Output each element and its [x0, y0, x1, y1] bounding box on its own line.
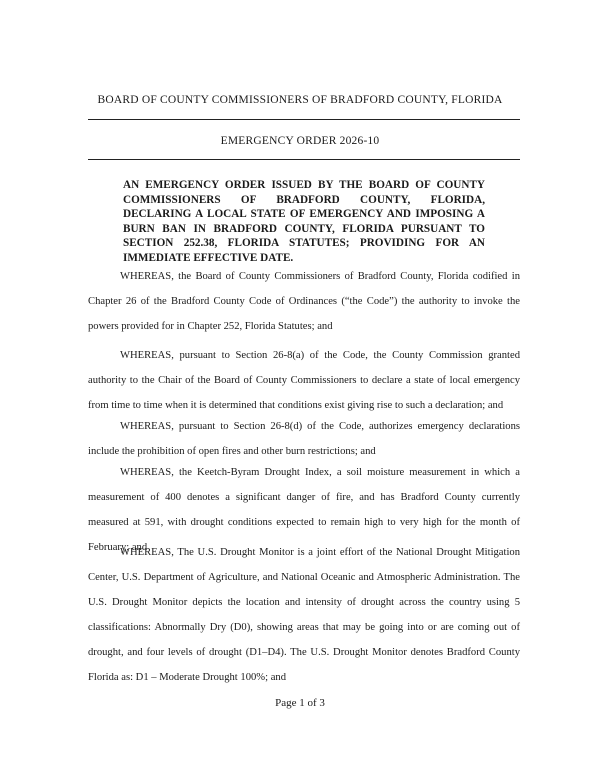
- page-number: Page 1 of 3: [275, 697, 325, 709]
- header-title: BOARD OF COUNTY COMMISSIONERS OF BRADFORD COUNTY, FLORIDA: [97, 94, 503, 106]
- top-divider: [88, 119, 520, 120]
- whereas-paragraph-1: WHEREAS, the Board of County Commissioners of Bradford County, Florida codified in Chapter 26 of the Bradford County Code of Ordinances (“the Code”) the authority to invoke the powers provided for in Chapter 252, Florida Statutes; and: [88, 271, 520, 332]
- whereas-paragraph-4: WHEREAS, the Keetch-Byram Drought Index, a soil moisture measurement in which a measurement of 400 denotes a significant danger of fire, and has Bradford County currently measured at 591, with drought conditions expected to remain high to very high for the month of February; and: [88, 467, 520, 553]
- order-heading: AN EMERGENCY ORDER ISSUED BY THE BOARD OF COUNTY COMMISSIONERS OF BRADFORD COUNTY, FLORIDA, DECLARING A LOCAL STATE OF EMERGENCY AND IMPOSING A BURN BAN IN BRADFORD COUNTY, FLORIDA PURSUANT TO SECTION 252.38, FLORIDA STATUTES; PROVIDING FOR AN IMMEDIATE EFFECTIVE DATE.: [123, 179, 485, 264]
- bottom-divider: [88, 159, 520, 160]
- whereas-paragraph-2: WHEREAS, pursuant to Section 26-8(a) of the Code, the County Commission granted authority to the Chair of the Board of County Commissioners to declare a state of local emergency from time to time when it is determined that conditions exist giving rise to such a declaration; and: [88, 350, 520, 411]
- whereas-paragraph-3: WHEREAS, pursuant to Section 26-8(d) of the Code, authorizes emergency declarations include the prohibition of open fires and other burn restrictions; and: [88, 421, 520, 457]
- whereas-paragraph-5: WHEREAS, The U.S. Drought Monitor is a joint effort of the National Drought Mitigation Center, U.S. Department of Agriculture, and National Oceanic and Atmospheric Administration. The U.S. Drought Monitor depicts the location and intensity of drought across the country using 5 classifications: Abnormally Dry (D0), showing areas that may be going into or are coming out of drought, and four levels of drought (D1–D4). The U.S. Drought Monitor denotes Bradford County Florida as: D1 – Moderate Drought 100%; and: [88, 547, 520, 683]
- order-number: EMERGENCY ORDER 2026-10: [220, 135, 380, 147]
